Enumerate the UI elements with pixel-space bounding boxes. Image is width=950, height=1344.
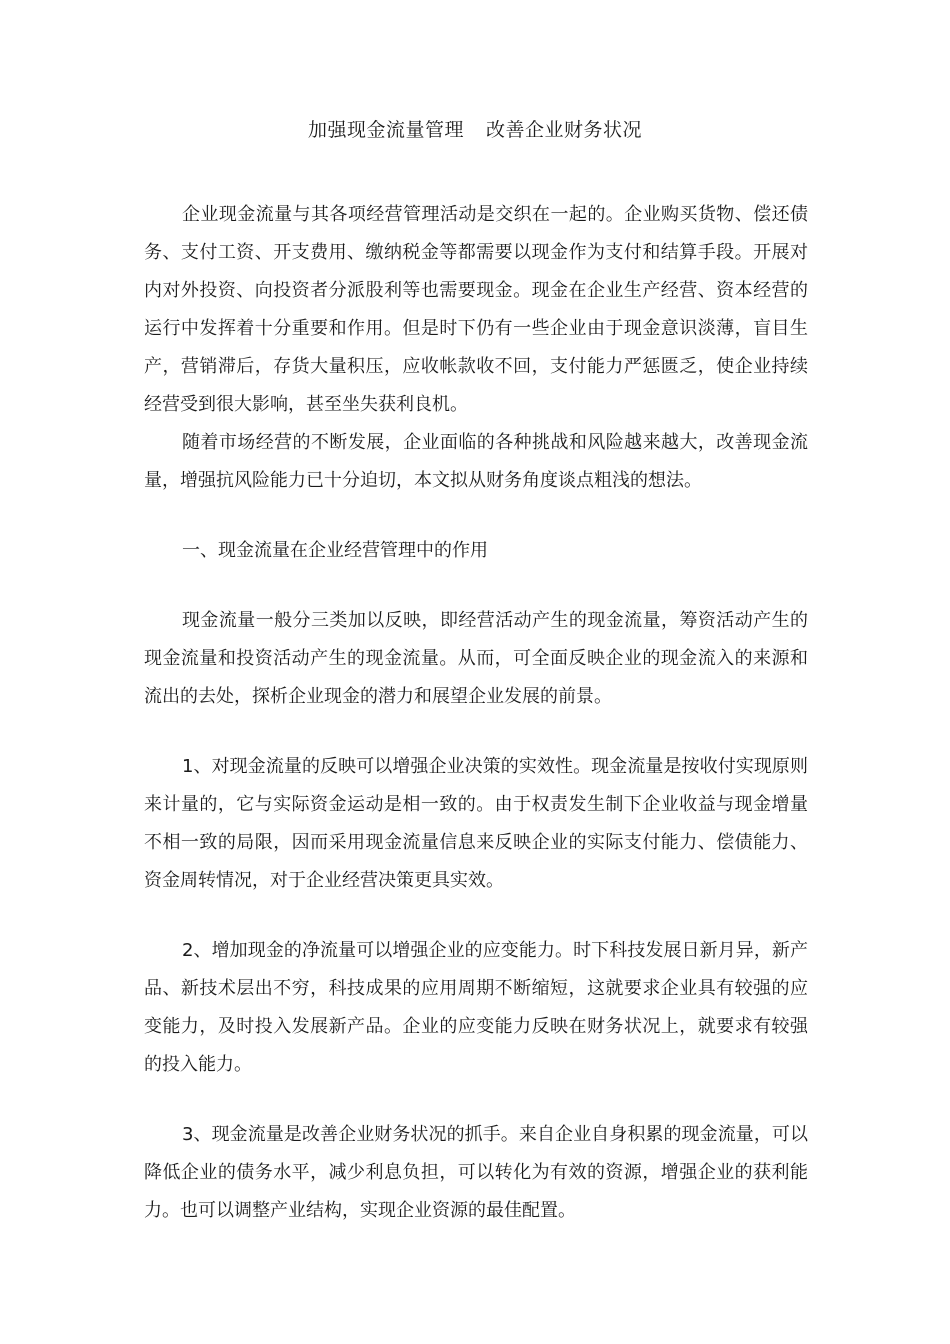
- paragraph-section1-intro: 现金流量一般分三类加以反映，即经营活动产生的现金流量，筹资活动产生的现金流量和投资活动产生的现金流量。从而，可全面反映企业的现金流入的来源和流出的去处，探析企业现金的潜力和展望企业发展的前景。: [144, 610, 808, 707]
- paragraph-point-2: 2、增加现金的净流量可以增强企业的应变能力。时下科技发展日新月异，新产品、新技术层出不穷，科技成果的应用周期不断缩短，这就要求企业具有较强的应变能力，及时投入发展新产品。企业的应变能力反映在财务状况上，就要求有较强的投入能力。: [144, 940, 808, 1075]
- document-body: [144, 196, 808, 1230]
- paragraph-intro-2: 随着市场经营的不断发展，企业面临的各种挑战和风险越来越大，改善现金流量，增强抗风险能力已十分迫切，本文拟从财务角度谈点粗浅的想法。: [144, 432, 808, 491]
- title-part-1: 加强现金流量管理: [307, 119, 464, 141]
- section-heading-1: 一、现金流量在企业经营管理中的作用: [182, 540, 488, 561]
- document-title: [0, 116, 950, 144]
- paragraph-point-3: 3、现金流量是改善企业财务状况的抓手。来自企业自身积累的现金流量，可以降低企业的债务水平，减少利息负担，可以转化为有效的资源，增强企业的获利能力。也可以调整产业结构，实现企业资源的最佳配置。: [144, 1124, 808, 1221]
- paragraph-point-1: 1、对现金流量的反映可以增强企业决策的实效性。现金流量是按收付实现原则来计量的，它与实际资金运动是相一致的。由于权责发生制下企业收益与现金增量不相一致的局限，因而采用现金流量信息来反映企业的实际支付能力、偿债能力、资金周转情况，对于企业经营决策更具实效。: [144, 756, 808, 891]
- title-part-2: 改善企业财务状况: [486, 119, 643, 141]
- paragraph-intro-1: 企业现金流量与其各项经营管理活动是交织在一起的。企业购买货物、偿还债务、支付工资、开支费用、缴纳税金等都需要以现金作为支付和结算手段。开展对内对外投资、向投资者分派股利等也需要现金。现金在企业生产经营、资本经营的运行中发挥着十分重要和作用。但是时下仍有一些企业由于现金意识淡薄，盲目生产，营销滞后，存货大量积压，应收帐款收不回，支付能力严惩匮乏，使企业持续经营受到很大影响，甚至坐失获利良机。: [144, 204, 808, 415]
